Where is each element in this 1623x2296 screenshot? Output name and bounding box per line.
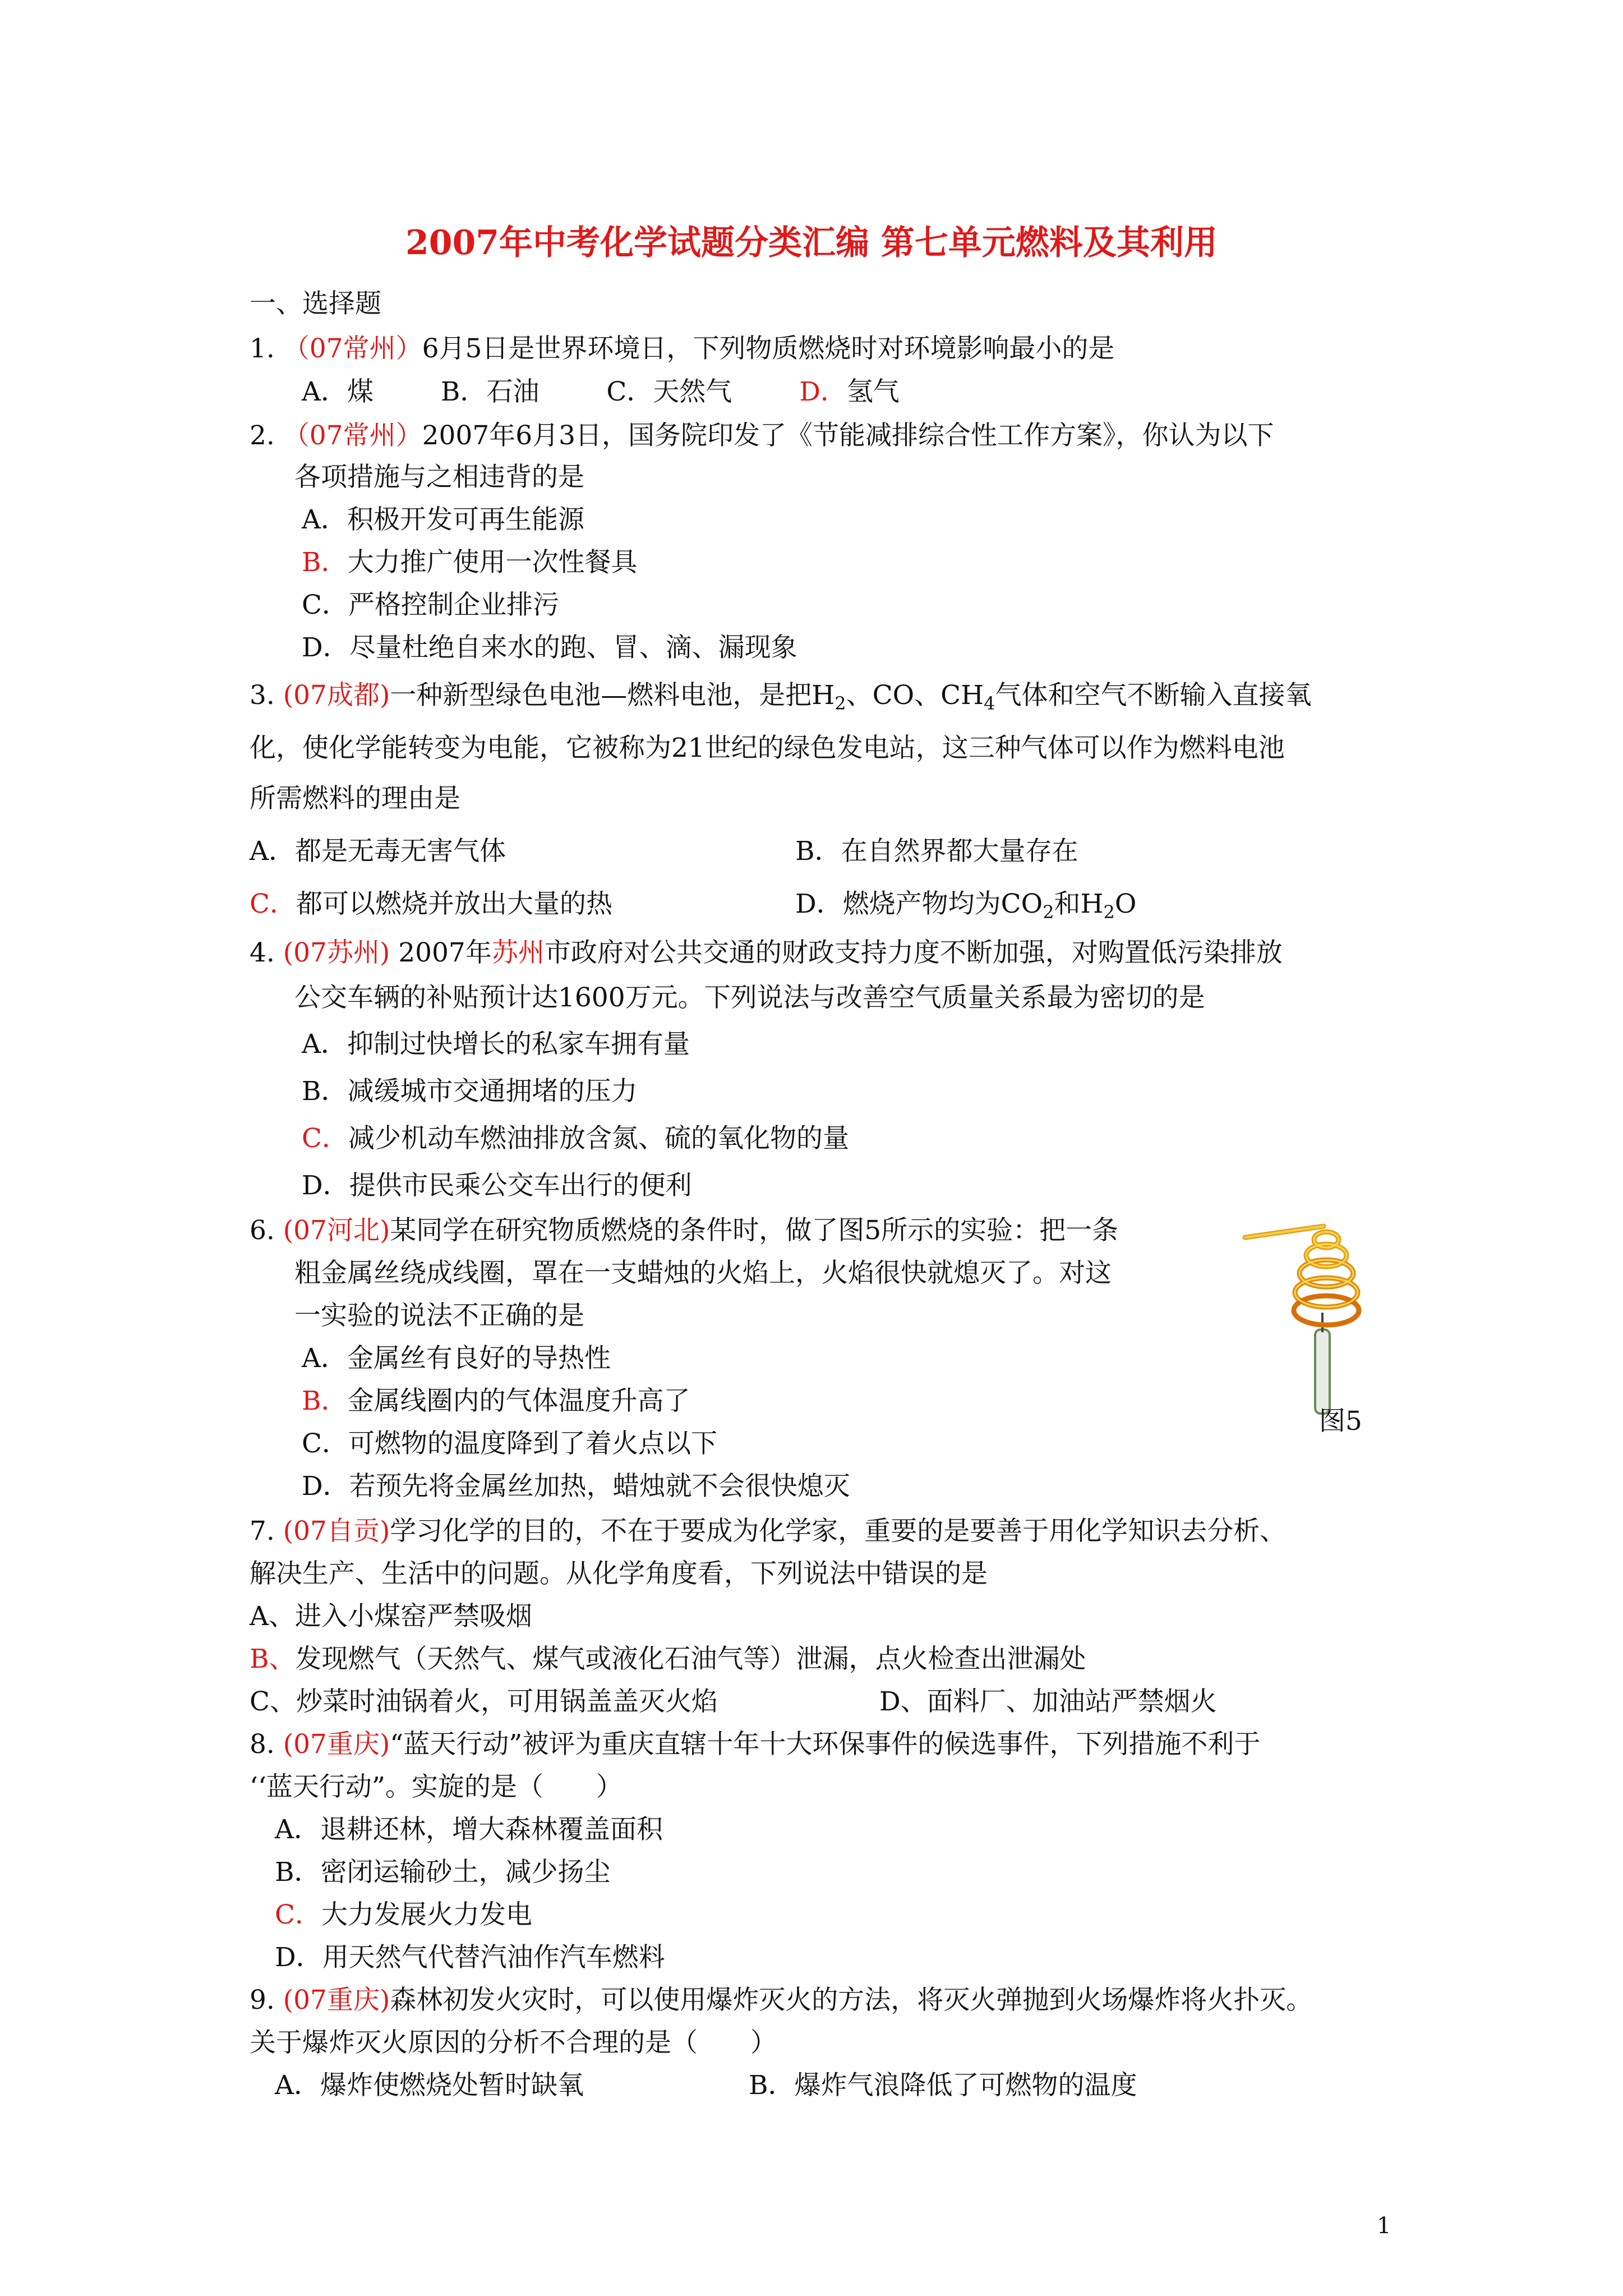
- question-source: (07自贡): [283, 1516, 390, 1547]
- option-key: A、: [250, 1601, 295, 1632]
- option-text: 严格控制企业排污: [348, 590, 559, 620]
- question-9: [250, 1985, 1313, 2016]
- option: [302, 1172, 692, 1199]
- option-text: 进入小煤窑严禁吸烟: [294, 1601, 532, 1632]
- option-key: D、: [879, 1686, 927, 1717]
- question-number: 2.: [250, 420, 275, 451]
- option-text: 石油: [486, 376, 540, 407]
- option-key: D．: [275, 1942, 322, 1973]
- option-text: 积极开发可再生能源: [347, 504, 584, 535]
- option: [275, 1944, 665, 1971]
- answer-option-key: B、: [250, 1644, 296, 1674]
- option: [302, 549, 638, 576]
- question-stem: 2007年6月3日，国务院印发了《节能减排综合性工作方案》，你认为以下: [422, 420, 1274, 451]
- option-text: 可燃物的温度降到了着火点以下: [348, 1428, 717, 1459]
- question-source: (07重庆): [283, 1729, 390, 1760]
- option: [250, 1688, 718, 1715]
- option-text: 退耕还林，增大森林覆盖面积: [320, 1814, 663, 1845]
- option: [749, 2072, 1137, 2099]
- highlight-text: 苏州: [491, 937, 545, 968]
- option-text: 大力发展火力发电: [321, 1899, 532, 1930]
- question-stem-line: 化，使化学能转变为电能，它被称为21世纪的绿色发电站，这三种气体可以作为燃料电池: [250, 733, 1285, 763]
- option-key: B．: [795, 836, 841, 867]
- option-text: 氢气: [846, 376, 900, 407]
- option-text: 减缓城市交通拥堵的压力: [347, 1076, 638, 1107]
- figure-caption: 图5: [1319, 1406, 1362, 1437]
- option-text: 尽量杜绝自来水的跑、冒、滴、漏现象: [349, 632, 797, 663]
- question-stem-line: ‘‘蓝天行动”。实旋的是（ ）: [250, 1772, 623, 1802]
- option-text: 大力推广使用一次性餐具: [347, 547, 638, 578]
- question-number: 8.: [250, 1729, 275, 1760]
- option: [795, 889, 1137, 923]
- option: [250, 891, 612, 917]
- question-stem-line: 各项措施与之相违背的是: [294, 462, 584, 493]
- section-heading: 一、选择题: [250, 288, 381, 319]
- question-stem: 气体和空气不断输入直接氧: [995, 680, 1312, 711]
- option-text: 提供市民乘公交车出行的便利: [349, 1170, 692, 1201]
- question-stem-line: 粗金属丝绕成线圈，罩在一支蜡烛的火焰上，火焰很快就熄灭了。对这: [294, 1258, 1112, 1289]
- subscript: 2: [1103, 901, 1115, 923]
- page-number: 1: [1377, 2213, 1391, 2239]
- option-key: B．: [275, 1857, 321, 1888]
- option-key: A．: [250, 836, 295, 867]
- option-key: A．: [302, 504, 347, 535]
- option: [302, 1029, 690, 1060]
- option-text: 煤: [347, 376, 374, 407]
- option-text: 天然气: [653, 376, 732, 407]
- question-source: (07河北): [283, 1215, 390, 1246]
- option-key: D．: [795, 889, 843, 919]
- option-text: 金属线圈内的气体温度升高了: [347, 1386, 690, 1416]
- coil-candle-figure: [1239, 1217, 1408, 1430]
- option-text: 金属丝有良好的导热性: [347, 1343, 611, 1374]
- option-text: 燃烧产物均为CO: [842, 889, 1043, 919]
- question-stem: 市政府对公共交通的财政支持力度不断加强，对购置低污染排放: [544, 937, 1283, 968]
- question-number: 7.: [250, 1516, 275, 1547]
- question-stem: 学习化学的目的，不在于要成为化学家，重要的是要善于用化学知识去分析、: [390, 1516, 1287, 1547]
- option-key: A．: [275, 1814, 320, 1845]
- option-key: B．: [440, 376, 487, 407]
- question-stem-line: 关于爆炸灭火原因的分析不合理的是（ ）: [250, 2027, 777, 2058]
- option-text: O: [1114, 889, 1137, 919]
- option-key: B．: [302, 1076, 348, 1107]
- question-1: [250, 335, 1114, 362]
- option: [795, 836, 1078, 867]
- option-text: 在自然界都大量存在: [841, 836, 1078, 867]
- option-text: 减少机动车燃油排放含氮、硫的氧化物的量: [348, 1123, 849, 1154]
- question-stem-line: 公交车辆的补贴预计达1600万元。下列说法与改善空气质量关系最为密切的是: [294, 982, 1205, 1013]
- question-8: [250, 1729, 1261, 1760]
- question-3: [250, 680, 1312, 714]
- option-text: 发现燃气（天然气、煤气或液化石油气等）泄漏，点火检查出泄漏处: [295, 1644, 1086, 1674]
- question-stem-line: 解决生产、生活中的问题。从化学角度看，下列说法中错误的是: [250, 1558, 988, 1589]
- question-6: [250, 1217, 1118, 1244]
- subscript: 4: [984, 693, 995, 714]
- option: [302, 634, 797, 661]
- option-key: A．: [302, 1343, 347, 1374]
- option: [250, 836, 506, 867]
- option-key: C、: [250, 1686, 296, 1717]
- option: [302, 504, 584, 535]
- option-text: 都是无毒无害气体: [294, 836, 506, 867]
- option: [302, 592, 559, 618]
- option-key: D．: [302, 1471, 349, 1502]
- answer-option-key: B．: [302, 547, 348, 578]
- question-source: (07苏州): [283, 937, 390, 968]
- question-1-options: [302, 376, 900, 407]
- answer-option-key: C．: [302, 1123, 348, 1154]
- option: [275, 1899, 532, 1930]
- subscript: 2: [1043, 901, 1054, 923]
- option-text: 若预先将金属丝加热，蜡烛就不会很快熄灭: [349, 1471, 850, 1502]
- option-key: B．: [749, 2070, 795, 2101]
- option-text: 密闭运输砂土，减少扬尘: [320, 1857, 611, 1888]
- option-text: 炒菜时油锅着火，可用锅盖盖灭火焰: [296, 1686, 718, 1717]
- option: [275, 1816, 663, 1843]
- question-stem: 森林初发火灾时，可以使用爆炸灭火的方法，将灭火弹抛到火场爆炸将火扑灭。: [390, 1985, 1313, 2016]
- question-number: 9.: [250, 1985, 275, 2016]
- option-text: 用天然气代替汽油作汽车燃料: [322, 1942, 665, 1973]
- option-key: A．: [302, 1029, 347, 1060]
- option-text: 爆炸使燃烧处暂时缺氧: [320, 2070, 584, 2101]
- option-key: C．: [606, 376, 653, 407]
- option-text: 都可以燃烧并放出大量的热: [296, 889, 612, 919]
- option-key: C．: [302, 590, 348, 620]
- option-key: A．: [302, 376, 347, 407]
- option-key: A．: [275, 2070, 320, 2101]
- question-stem: 一种新型绿色电池—燃料电池，是把H: [390, 680, 835, 711]
- question-stem: 2007年: [390, 937, 492, 968]
- option: [250, 1646, 1086, 1672]
- question-stem: 6月5日是世界环境日，下列物质燃烧时对环境影响最小的是: [422, 333, 1115, 364]
- question-7: [250, 1516, 1287, 1547]
- option: [275, 2072, 584, 2099]
- option: [302, 1471, 850, 1502]
- question-number: 1.: [250, 333, 275, 364]
- option: [302, 1125, 849, 1152]
- question-number: 6.: [250, 1215, 275, 1246]
- question-source: (07成都): [283, 680, 390, 711]
- question-source: (07重庆): [283, 1985, 390, 2016]
- option-key: C．: [302, 1428, 348, 1459]
- question-number: 3.: [250, 680, 275, 711]
- question-2: [250, 422, 1274, 449]
- question-stem-line: 一实验的说法不正确的是: [294, 1300, 584, 1331]
- option-text: 和H: [1054, 889, 1104, 919]
- option-text: 爆炸气浪降低了可燃物的温度: [794, 2070, 1137, 2101]
- option-text: 抑制过快增长的私家车拥有量: [347, 1029, 690, 1060]
- question-source: （07常州）: [283, 333, 422, 364]
- question-stem-line: 所需燃料的理由是: [250, 783, 460, 814]
- answer-option-key: C．: [275, 1899, 321, 1930]
- question-4: [250, 937, 1283, 968]
- answer-option-key: C．: [250, 889, 296, 919]
- option-text: 面料厂、加油站严禁烟火: [926, 1686, 1217, 1717]
- question-stem: 、CO、CH: [846, 680, 984, 711]
- answer-option-key: B．: [302, 1386, 348, 1416]
- answer-option-key: D．: [799, 376, 847, 407]
- question-stem: 某同学在研究物质燃烧的条件时，做了图5所示的实验：把一条: [390, 1215, 1119, 1246]
- subscript: 2: [834, 693, 846, 714]
- option-key: D．: [302, 1170, 349, 1201]
- option: [879, 1688, 1217, 1715]
- option: [250, 1603, 532, 1630]
- question-source: （07常州）: [283, 420, 422, 451]
- option: [275, 1857, 611, 1888]
- page-title: 2007年中考化学试题分类汇编 第七单元燃料及其利用: [405, 223, 1218, 263]
- option: [302, 1388, 690, 1414]
- option-key: D．: [302, 632, 349, 663]
- option: [302, 1078, 638, 1105]
- question-stem: “蓝天行动”被评为重庆直辖十年十大环保事件的候选事件，下列措施不利于: [390, 1729, 1261, 1760]
- question-number: 4.: [250, 937, 275, 968]
- option: [302, 1430, 717, 1457]
- option: [302, 1345, 611, 1372]
